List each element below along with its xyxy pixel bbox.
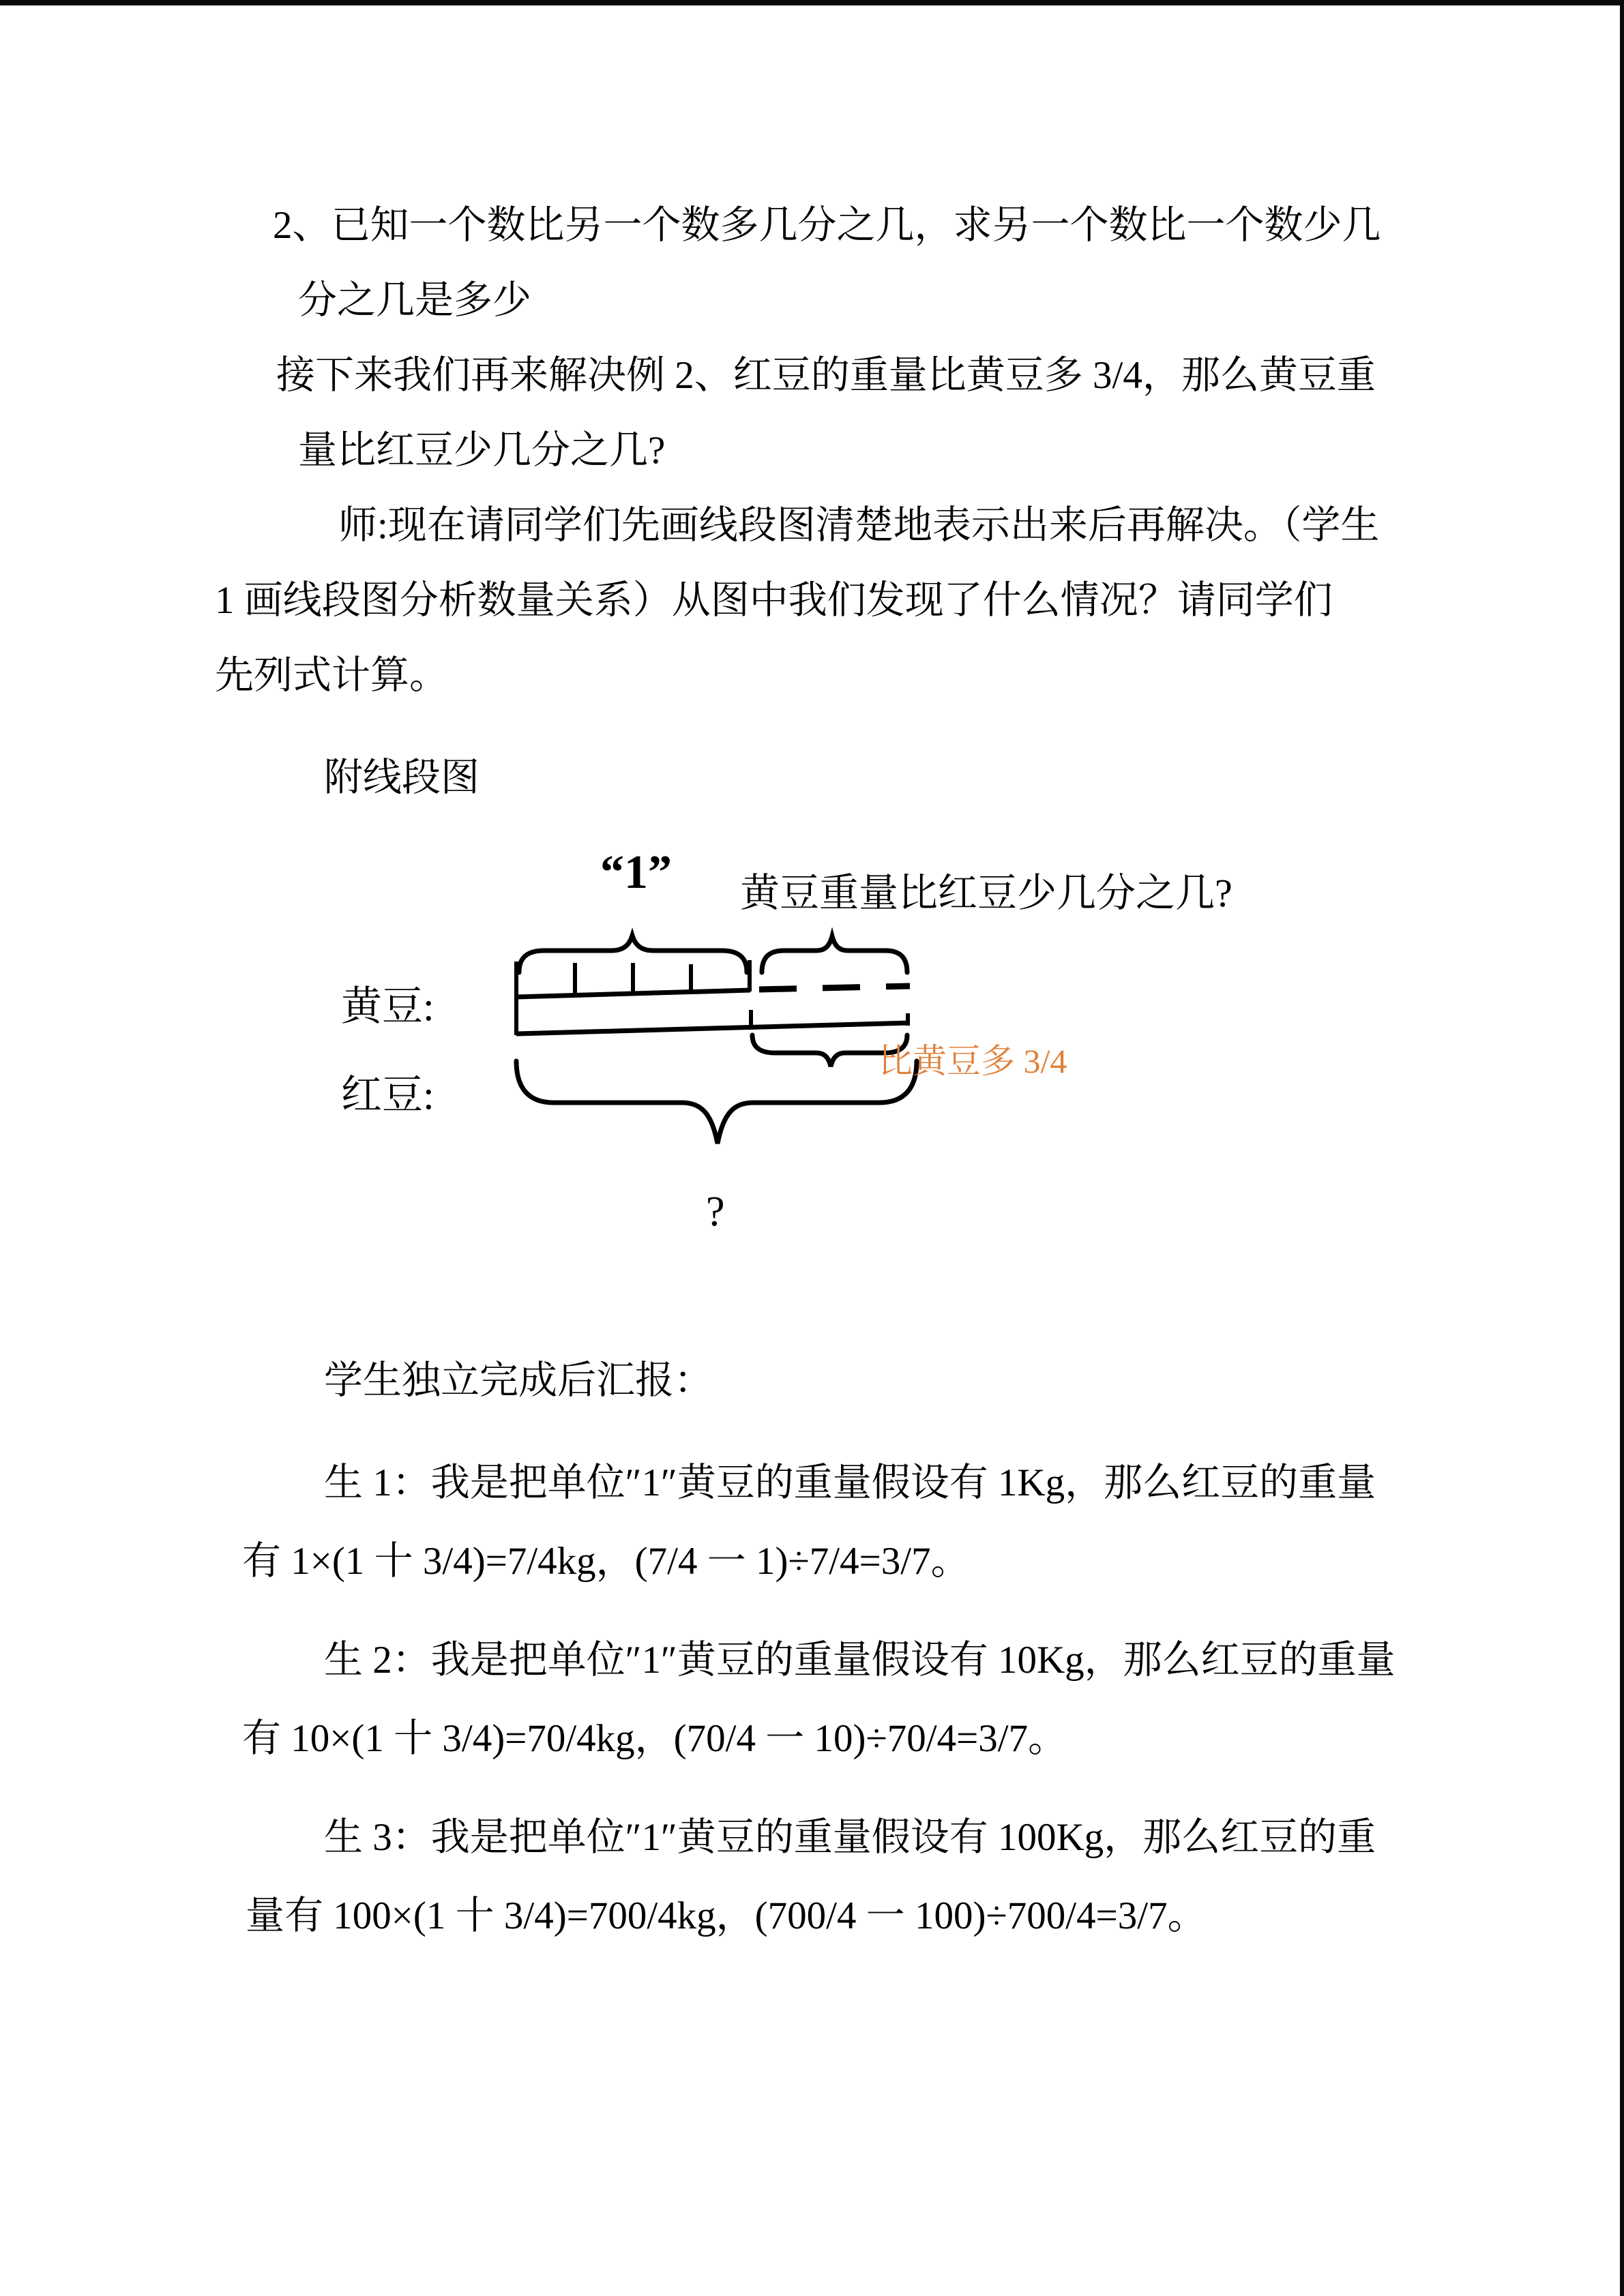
red-bean-line	[516, 1023, 909, 1034]
red-bean-label: 红豆:	[341, 1073, 434, 1118]
body-line-p8-1: 生 3：我是把单位″1″黄豆的重量假设有 100Kg，那么红豆的重	[324, 1816, 1376, 1859]
body-line-p6-2: 有 1×(1 十 3/4)=7/4kg，(7/4 一 1)÷7/4=3/7。	[242, 1540, 970, 1583]
body-line-p2-1: 接下来我们再来解决例 2、红豆的重量比黄豆多 3/4，那么黄豆重	[276, 354, 1376, 397]
yellow-bean-dashed-line	[759, 986, 910, 989]
unit-one-label: “1”	[600, 846, 672, 899]
body-line-p8-2: 量有 100×(1 十 3/4)=700/4kg，(700/4 一 100)÷700/4=3/7。	[246, 1894, 1207, 1937]
body-line-p3-3: 先列式计算。	[215, 654, 448, 697]
body-line-p7-1: 生 2：我是把单位″1″黄豆的重量假设有 10Kg，那么红豆的重量	[324, 1639, 1396, 1682]
total-underbrace	[516, 1061, 917, 1144]
body-line-p3-2: 1 画线段图分析数量关系）从图中我们发现了什么情况？请同学们	[215, 579, 1333, 622]
body-line-p3-1: 师:现在请同学们先画线段图清楚地表示出来后再解决。（学生	[338, 504, 1380, 547]
body-line-p4-1: 附线段图	[324, 756, 479, 799]
total-question-mark: ?	[706, 1189, 725, 1235]
body-line-p7-2: 有 10×(1 十 3/4)=70/4kg，(70/4 一 10)÷70/4=3/7。	[242, 1717, 1067, 1760]
body-line-p1-2: 分之几是多少	[298, 279, 531, 322]
body-line-p6-1: 生 1：我是把单位″1″黄豆的重量假设有 1Kg，那么红豆的重量	[324, 1461, 1376, 1504]
body-line-p5-1: 学生独立完成后汇报：	[324, 1359, 713, 1402]
body-line-p2-2: 量比红豆少几分之几?	[298, 429, 666, 472]
body-line-p1-1: 2、已知一个数比另一个数多几分之几，求另一个数比一个数少几	[273, 204, 1381, 247]
extra-overbrace	[762, 936, 907, 972]
more-than-label: 比黄豆多 3/4	[879, 1042, 1067, 1080]
yellow-bean-label: 黄豆:	[341, 984, 434, 1029]
diagram-question: 黄豆重量比红豆少几分之几?	[740, 871, 1232, 915]
